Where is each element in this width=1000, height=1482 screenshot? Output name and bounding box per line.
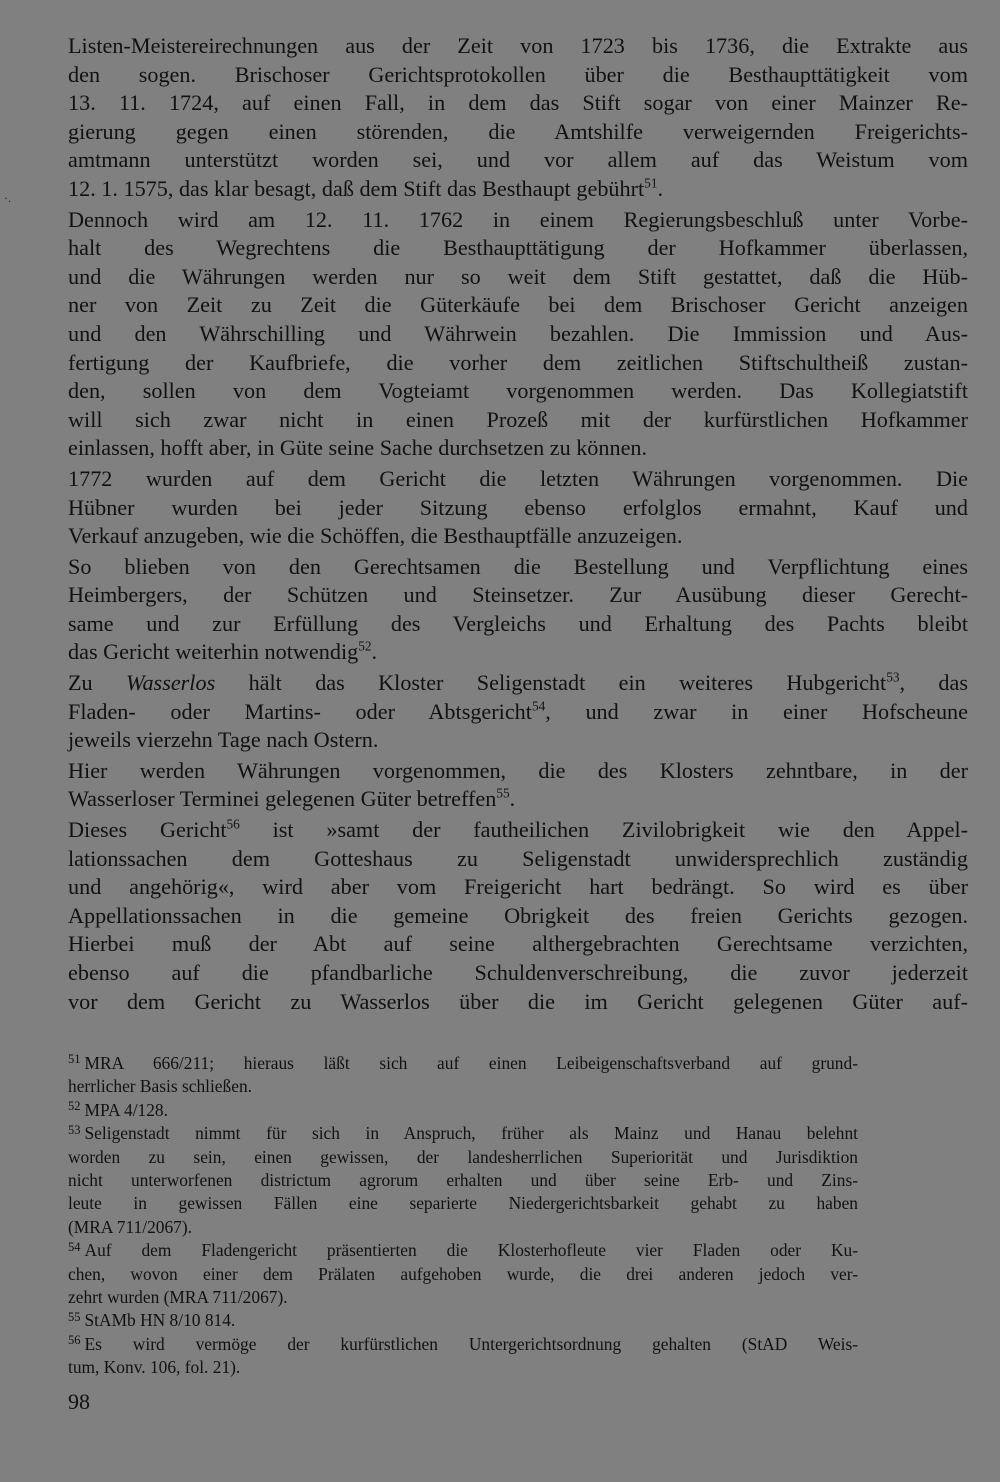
text-line [68, 118, 968, 147]
footnote-line [68, 1263, 858, 1286]
text-run: den sogen. Brischoser Gerichtsprotokollen über die Besthaupttätigkeit vom [68, 61, 968, 87]
text-run: den, sollen von dem Vogteiamt vorgenommen werden. Das Kollegiatstift [68, 378, 968, 404]
text-line [68, 89, 968, 118]
text-run: 1772 wurden auf dem Gericht die letzten Währungen vorgenommen. Die [68, 465, 968, 491]
text-run: fertigung der Kaufbriefe, die vorher dem zeitlichen Stiftschultheiß zustan- [68, 349, 968, 375]
footnote-text: zehrt wurden (MRA 711/2067). [68, 1286, 288, 1307]
text-line [68, 726, 968, 755]
footnotes [68, 1052, 858, 1379]
text-run: Dieses Gericht [68, 817, 227, 843]
footnote-ref: 51 [644, 175, 658, 191]
footnote-text: tum, Konv. 106, fol. 21). [68, 1357, 241, 1378]
footnote-number: 56 [68, 1333, 81, 1348]
text-run: und angehörig«, wird aber vom Freigericht hart bedrängt. So wird es über [68, 874, 968, 900]
footnote-text: leute in gewissen Fällen eine separierte Niedergerichtsbarkeit gehabt zu haben [68, 1193, 858, 1214]
footnote-text: MPA 4/128. [84, 1099, 168, 1120]
footnote-text: worden zu sein, einen gewissen, der landesherrlichen Superiorität und Jurisdiktion [68, 1146, 858, 1167]
footnote-text: MRA 666/211; hieraus läßt sich auf einen Leibeigenschaftsverband auf grund- [84, 1053, 858, 1073]
footnote-line [68, 1099, 858, 1122]
text-line [68, 146, 968, 175]
footnote-text: Auf dem Fladengericht präsentierten die Klosterhofleute vier Fladen oder Ku- [84, 1240, 858, 1261]
text-run: Listen-Meistereirechnungen aus der Zeit von 1723 bis 1736, die Extrakte aus [68, 33, 968, 58]
text-run: einlassen, hofft aber, in Güte seine Sache durchsetzen zu können. [68, 435, 648, 461]
footnote-number: 53 [68, 1122, 81, 1137]
text-line [68, 263, 968, 292]
footnote [68, 1239, 858, 1309]
text-line [68, 902, 968, 931]
footnote-number: 52 [68, 1099, 81, 1114]
text-run: Wasserloser Terminei gelegenen Güter betreffen [68, 786, 497, 812]
text-run: und die Währungen werden nur so weit dem Stift gestattet, daß die Hüb- [68, 263, 968, 289]
text-line [68, 291, 968, 320]
footnote [68, 1052, 858, 1099]
footnote-number: 54 [68, 1239, 81, 1254]
footnote-ref: 55 [496, 785, 510, 801]
text-run: das Gericht weiterhin notwendig [68, 639, 359, 665]
text-line [68, 206, 968, 235]
text-line [68, 698, 968, 727]
text-line [68, 175, 968, 204]
footnote-text: StAMb HN 8/10 814. [84, 1310, 236, 1331]
paragraph [68, 465, 968, 551]
text-run: , und zwar in einer Hofscheune [545, 698, 968, 724]
paragraph [68, 669, 968, 755]
text-line [68, 638, 968, 667]
text-line [68, 873, 968, 902]
page-number: 98 [68, 1389, 90, 1414]
text-line [68, 377, 968, 406]
footnote-ref: 54 [531, 698, 546, 713]
text-run: will sich zwar nicht in einen Prozeß mit der kurfürstlichen Hofkammer [68, 406, 968, 432]
body-text [68, 32, 968, 1016]
text-line [68, 349, 968, 378]
text-run: Hierbei muß der Abt auf seine althergebrachten Gerechtsame verzichten, [68, 931, 968, 957]
text-run: Appellationssachen in die gemeine Obrigkeit des freien Gerichts gezogen. [68, 902, 968, 928]
text-line [68, 61, 968, 90]
margin-mark: ·. [4, 191, 11, 205]
text-run: ner von Zeit zu Zeit die Güterkäufe bei dem Brischoser Gericht anzeigen [68, 292, 968, 318]
footnote-number: 55 [68, 1309, 81, 1324]
text-run: Hübner wurden bei jeder Sitzung ebenso erfolglos ermahnt, Kauf und [68, 494, 968, 520]
footnote-ref: 56 [226, 816, 240, 832]
footnote-line [68, 1309, 858, 1332]
footnote-line [68, 1146, 858, 1169]
text-line [68, 320, 968, 349]
text-line [68, 845, 968, 874]
italic-text: Wasserlos [126, 670, 216, 696]
footnote-text: Es wird vermöge der kurfürstlichen Untergerichtsordnung gehalten (StAD Weis- [84, 1333, 858, 1354]
text-run: Zu [68, 670, 127, 696]
footnote-line [68, 1075, 858, 1098]
footnote-line [68, 1286, 858, 1309]
footnote-line [68, 1356, 858, 1379]
footnote-line [68, 1216, 858, 1239]
text-run: hält das Kloster Seligenstadt ein weiteres Hubgericht [215, 670, 887, 696]
text-run: jeweils vierzehn Tage nach Ostern. [68, 727, 379, 753]
text-run: Dennoch wird am 12. 11. 1762 in einem Regierungsbeschluß unter Vorbe- [68, 206, 968, 232]
footnote-line [68, 1052, 858, 1075]
text-line [68, 434, 968, 463]
text-line [68, 785, 968, 814]
text-run: . [509, 786, 516, 812]
text-line [68, 32, 968, 61]
text-line [68, 988, 968, 1017]
text-run: . [657, 175, 664, 201]
footnote-text: chen, wovon einer dem Prälaten aufgehoben wurde, die drei anderen jedoch ver- [68, 1263, 858, 1284]
text-run: ebenso auf die pfandbarliche Schuldenverschreibung, die zuvor jederzeit [68, 960, 968, 985]
text-line [68, 522, 968, 551]
text-run: So blieben von den Gerechtsamen die Bestellung und Verpflichtung eines [68, 553, 968, 579]
footnote-text: nicht unterworfenen districtum agrorum erhalten und über seine Erb- und Zins- [68, 1169, 858, 1190]
footnote-text: Seligenstadt nimmt für sich in Anspruch, früher als Mainz und Hanau belehnt [84, 1123, 858, 1144]
footnote [68, 1333, 858, 1380]
footnote-line [68, 1169, 858, 1192]
paragraph [68, 553, 968, 667]
text-run: . [371, 639, 378, 665]
text-run: halt des Wegrechtens die Besthaupttätigung der Hofkammer überlassen, [68, 235, 968, 261]
footnote-number: 51 [68, 1052, 81, 1067]
text-run: gierung gegen einen störenden, die Amtshilfe verweigernden Freigerichts- [68, 118, 968, 144]
text-run: vor dem Gericht zu Wasserlos über die im Gericht gelegenen Güter auf- [68, 988, 968, 1014]
paragraph [68, 816, 968, 1016]
text-run: same und zur Erfüllung des Vergleichs und Erhaltung des Pachts bleibt [68, 610, 968, 636]
text-line [68, 959, 968, 988]
text-run: 12. 1. 1575, das klar besagt, daß dem Stift das Besthaupt gebührt [68, 175, 645, 201]
text-run: Hier werden Währungen vorgenommen, die des Klosters zehntbare, in der [68, 757, 968, 783]
text-line [68, 669, 968, 698]
text-run: ist »samt der fautheilichen Zivilobrigkeit wie den Appel- [239, 817, 968, 843]
footnote-text: herrlicher Basis schließen. [68, 1076, 252, 1097]
text-line [68, 234, 968, 263]
text-line [68, 581, 968, 610]
footnote-line [68, 1192, 858, 1215]
footnote [68, 1122, 858, 1239]
footnote-text: (MRA 711/2067). [68, 1216, 192, 1237]
text-run: und den Währschilling und Währwein bezahlen. Die Immission und Aus- [68, 320, 968, 346]
text-run: amtmann unterstützt worden sei, und vor allem auf das Weistum vom [68, 147, 968, 173]
text-line [68, 553, 968, 582]
footnote-ref: 52 [358, 638, 372, 654]
text-line [68, 494, 968, 523]
text-run: , das [899, 670, 968, 696]
paragraph [68, 206, 968, 463]
text-line [68, 930, 968, 959]
text-run: lationssachen dem Gotteshaus zu Seligenstadt unwidersprechlich zuständig [68, 845, 968, 871]
text-run: Verkauf anzugeben, wie die Schöffen, die Besthauptfälle anzuzeigen. [68, 523, 683, 549]
footnote [68, 1309, 858, 1332]
paragraph [68, 757, 968, 814]
text-line [68, 610, 968, 639]
text-run: Heimbergers, der Schützen und Steinsetzer. Zur Ausübung dieser Gerecht- [68, 582, 968, 608]
footnote-line [68, 1333, 858, 1356]
footnote [68, 1099, 858, 1122]
footnote-line [68, 1239, 858, 1262]
footnote-ref: 53 [886, 669, 900, 685]
paragraph [68, 32, 968, 204]
text-run: Fladen- oder Martins- oder Abtsgericht [68, 698, 532, 724]
footnote-line [68, 1122, 858, 1145]
text-line [68, 465, 968, 494]
text-line [68, 757, 968, 786]
text-line [68, 406, 968, 435]
text-run: 13. 11. 1724, auf einen Fall, in dem das Stift sogar von einer Mainzer Re- [68, 90, 968, 116]
text-line [68, 816, 968, 845]
